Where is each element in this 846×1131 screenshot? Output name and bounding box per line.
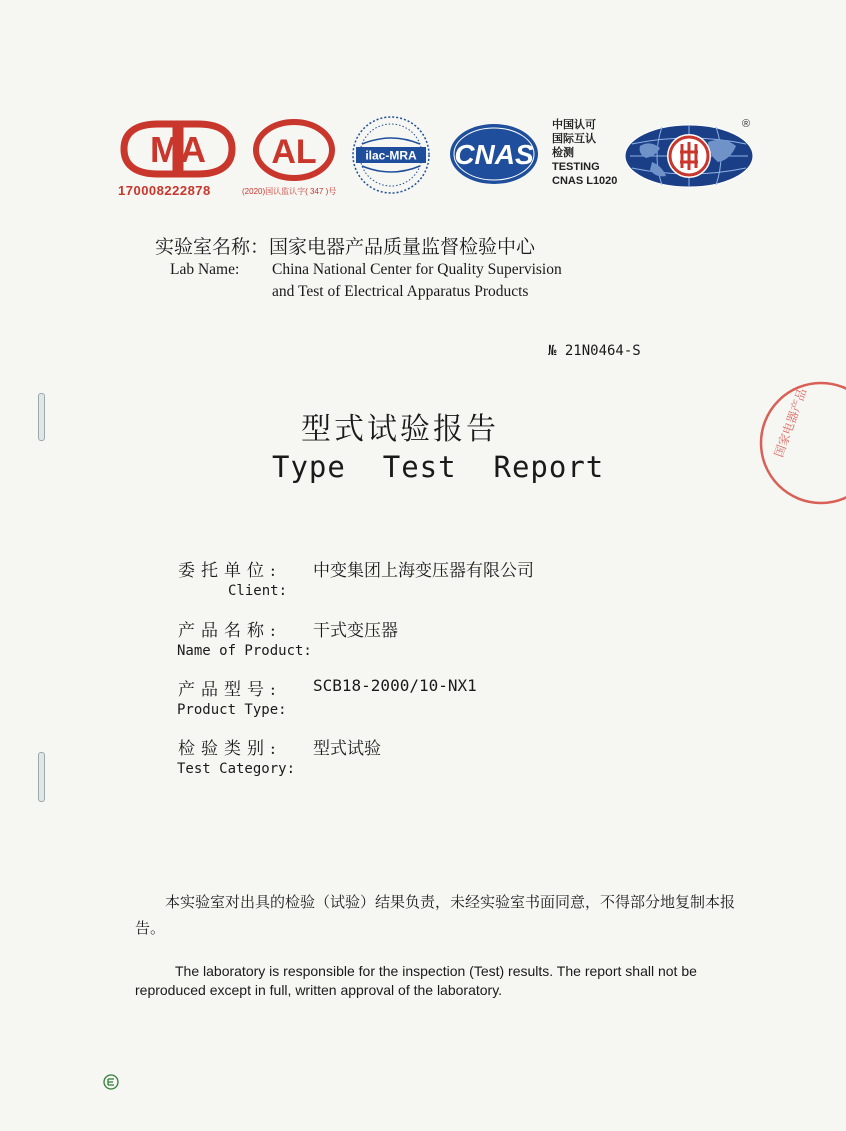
lab-name-zh: 实验室名称：国家电器产品质量监督检验中心 — [155, 236, 536, 258]
lab-name-en-label: Lab Name: — [170, 261, 240, 278]
cma-logo-text: MA — [150, 129, 206, 170]
cma-logo — [118, 120, 238, 178]
product-name-label-zh: 产品名称: — [178, 621, 282, 641]
product-type-label-en: Product Type: — [177, 702, 287, 718]
client-value: 中变集团上海变压器有限公司 — [313, 561, 534, 581]
cnas-line: CNAS L1020 — [552, 175, 618, 187]
product-type-value: SCB18-2000/10-NX1 — [313, 676, 477, 695]
cnas-line: TESTING — [552, 161, 600, 173]
cma-code: 170008222878 — [118, 183, 211, 198]
seal-text: 国家电器产品 — [771, 386, 810, 460]
globe-certification-logo — [622, 122, 756, 190]
ilac-logo-text: ilac-MRA — [365, 148, 417, 163]
report-title-zh: 型式试验报告 — [301, 412, 499, 447]
registered-mark: ® — [742, 118, 751, 130]
test-category-label-en: Test Category: — [177, 761, 296, 777]
cnas-line: 检测 — [552, 147, 574, 159]
report-number: № 21N0464-S — [548, 343, 641, 359]
cal-caption: (2020)国认监认字( 347 )号 — [242, 187, 337, 196]
product-name-label-en: Name of Product: — [177, 643, 312, 659]
footer-mark-icon — [103, 1074, 119, 1090]
cnas-logo-text: CNAS — [454, 139, 534, 170]
notice-zh: 本实验室对出具的检验（试验）结果负责，未经实验室书面同意，不得部分地复制本报告。 — [135, 893, 736, 937]
cnas-line: 中国认可 — [552, 119, 596, 131]
cal-logo — [252, 118, 336, 182]
test-category-label-zh: 检验类别: — [178, 739, 282, 759]
test-category-value: 型式试验 — [313, 739, 381, 759]
client-label-zh: 委托单位: — [178, 561, 282, 581]
notice-en: The laboratory is responsible for the inspection (Test) results. The report shall not be reproduced except in full, written approval of the laboratory. — [135, 963, 697, 998]
cnas-line: 国际互认 — [552, 133, 596, 145]
cal-logo-text: AL — [271, 133, 317, 171]
client-label-en: Client: — [228, 583, 288, 599]
red-seal-stamp — [756, 378, 846, 508]
lab-name-en-line2: and Test of Electrical Apparatus Products — [272, 283, 529, 300]
product-type-label-zh: 产品型号: — [178, 680, 282, 700]
cnas-accreditation-text — [552, 118, 617, 188]
report-title-en: Type Test Report — [272, 450, 605, 484]
cnas-logo — [448, 122, 540, 186]
binder-hole — [38, 393, 45, 441]
product-name-value: 干式变压器 — [313, 621, 398, 641]
lab-name-en-line1: China National Center for Quality Supervision — [272, 261, 562, 278]
binder-hole — [38, 752, 45, 802]
ilac-mra-logo — [350, 114, 432, 196]
